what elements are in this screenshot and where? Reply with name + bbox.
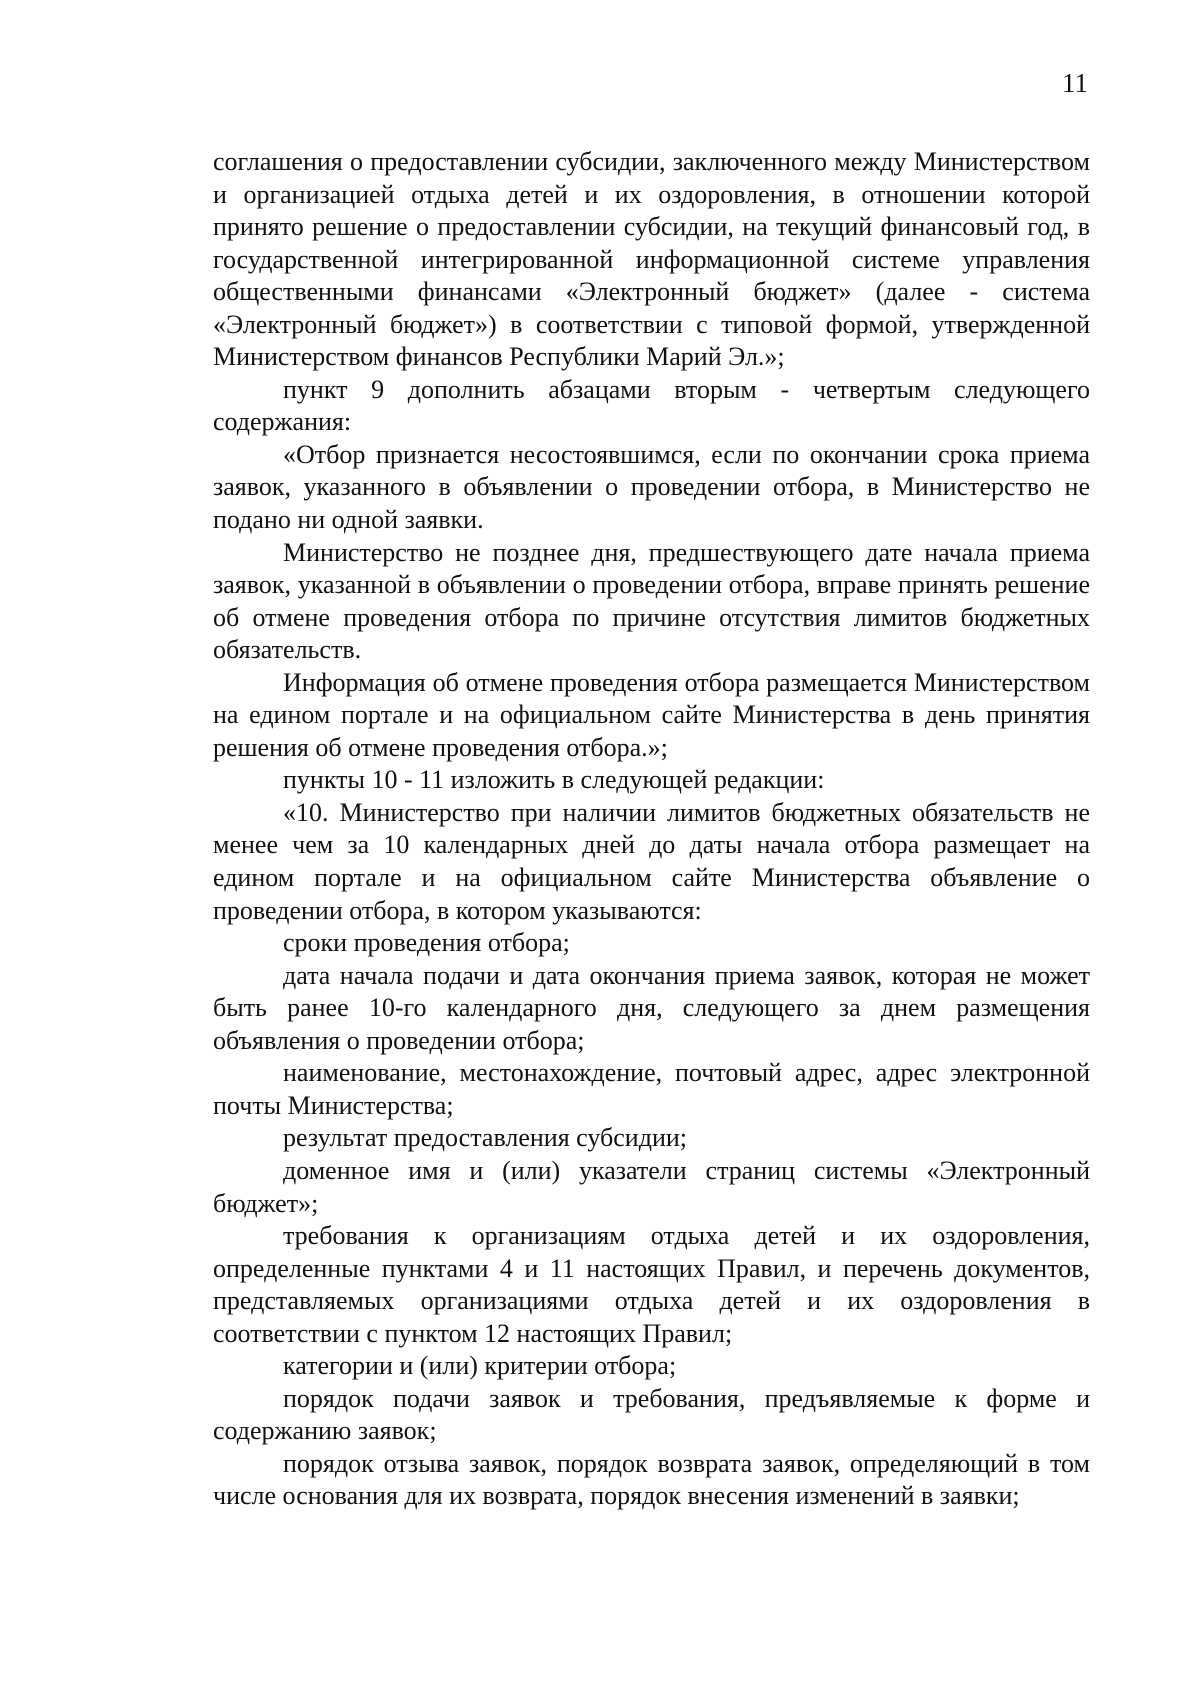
- paragraph-16: порядок отзыва заявок, порядок возврата заявок, определяющий в том числе основания для их возврата, порядок внесения изменений в заявки;: [213, 1448, 1090, 1511]
- paragraph-11: результат предоставления субсидии;: [283, 1123, 687, 1153]
- paragraph-1: соглашения о предоставлении субсидии, заключенного между Министерством и организацией отдыха детей и их оздоровления, в отношении которой принято решение о предоставлении субсидии, на текущий финансовый год, в государственной интегрированной информационной системе управления общественными финансами «Электронный бюджет» (далее - система «Электронный бюджет») в соответствии с типовой формой, утвержденной Министерством финансов Республики Марий Эл.»;: [213, 147, 1090, 372]
- document-body: [213, 146, 1090, 1513]
- page-number: 11: [1062, 68, 1088, 98]
- paragraph-14: категории и (или) критерии отбора;: [283, 1351, 677, 1381]
- paragraph-4: Министерство не позднее дня, предшествующего дате начала приема заявок, указанной в объявлении о проведении отбора, вправе принять решение об отмене проведения отбора по причине отсутствия лимитов бюджетных обязательств.: [213, 537, 1090, 665]
- paragraph-5: Информация об отмене проведения отбора размещается Министерством на едином портале и на официальном сайте Министерства в день принятия решения об отмене проведения отбора.»;: [213, 667, 1090, 762]
- paragraph-15: порядок подачи заявок и требования, предъявляемые к форме и содержанию заявок;: [213, 1383, 1090, 1446]
- paragraph-12: доменное имя и (или) указатели страниц системы «Электронный бюджет»;: [213, 1155, 1090, 1218]
- paragraph-8: сроки проведения отбора;: [283, 928, 570, 958]
- paragraph-10: наименование, местонахождение, почтовый адрес, адрес электронной почты Министерства;: [213, 1058, 1090, 1120]
- paragraph-13: требования к организациям отдыха детей и их оздоровления, определенные пунктами 4 и 11 настоящих Правил, и перечень документов, представляемых организациями отдыха детей и их оздоровления в соответствии с пунктом 12 настоящих Правил;: [213, 1221, 1090, 1348]
- paragraph-3: «Отбор признается несостоявшимся, если по окончании срока приема заявок, указанного в объявлении о проведении отбора, в Министерство не подано ни одной заявки.: [213, 439, 1090, 535]
- paragraph-2: пункт 9 дополнить абзацами вторым - четвертым следующего содержания:: [213, 374, 1090, 437]
- paragraph-9: дата начала подачи и дата окончания приема заявок, которая не может быть ранее 10-го календарного дня, следующего за днем размещения объявления о проведении отбора;: [213, 960, 1090, 1055]
- paragraph-6: пункты 10 - 11 изложить в следующей редакции:: [283, 765, 825, 795]
- paragraph-7: «10. Министерство при наличии лимитов бюджетных обязательств не менее чем за 10 календарных дней до даты начала отбора размещает на едином портале и на официальном сайте Министерства объявление о проведении отбора, в котором указываются:: [213, 797, 1090, 925]
